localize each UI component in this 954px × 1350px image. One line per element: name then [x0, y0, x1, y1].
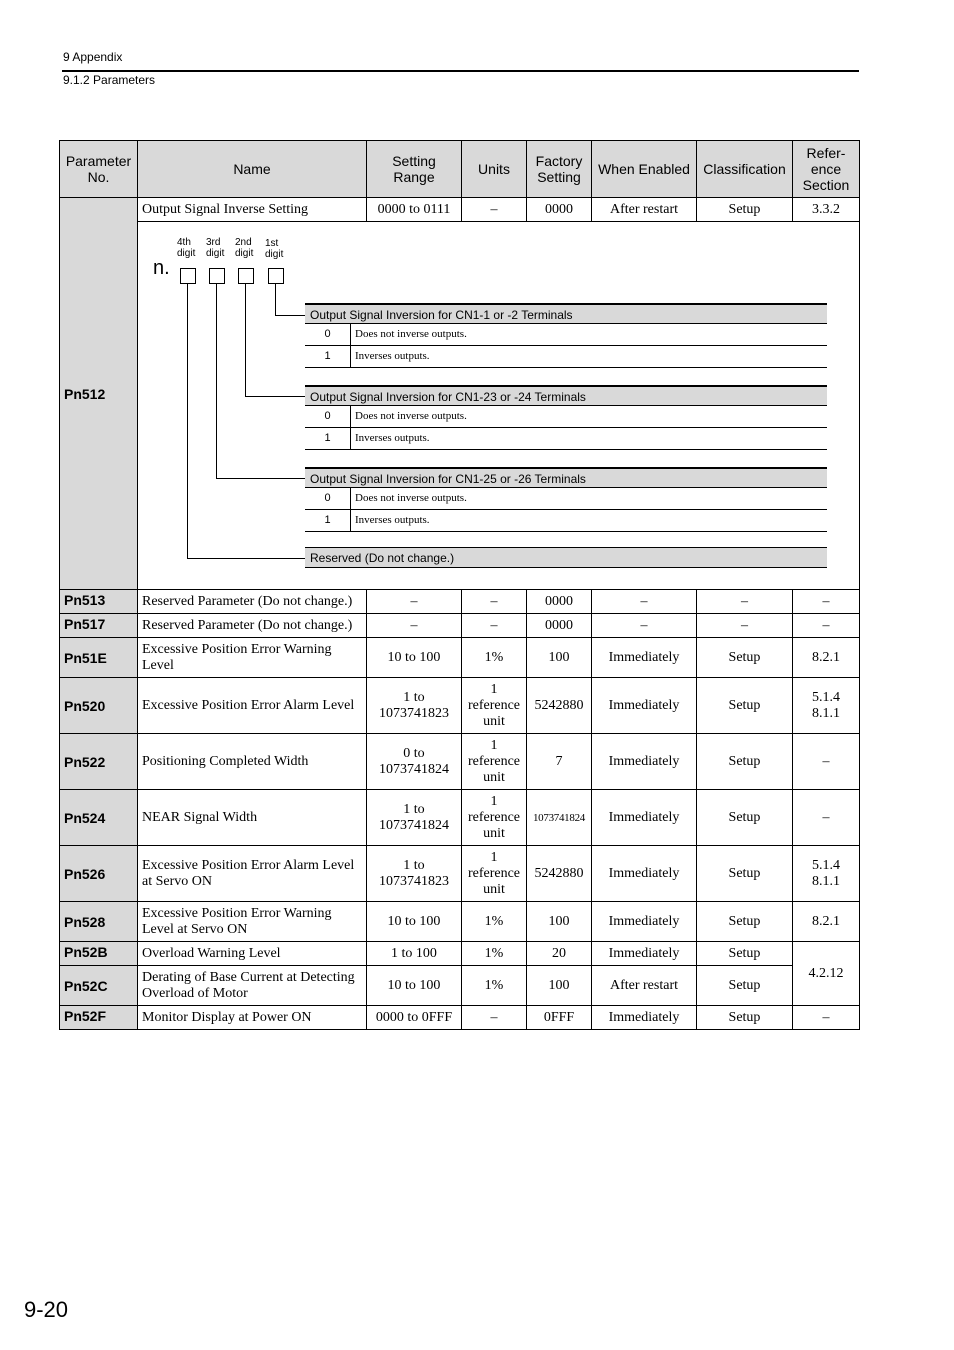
param-ref: 5.1.4 8.1.1 [793, 678, 860, 734]
col-header-classification: Classification [697, 141, 793, 198]
col-header-units: Units [462, 141, 527, 198]
param-class: Setup [697, 846, 793, 902]
table-row [60, 942, 860, 966]
param-name: Monitor Display at Power ON [138, 1006, 367, 1030]
setting-group-title: Output Signal Inversion for CN1-1 or -2 Terminals [305, 303, 827, 324]
digit-box-2nd [238, 268, 254, 284]
param-no: Pn51E [60, 638, 138, 678]
connector-2nd [245, 284, 246, 397]
param-units: – [462, 198, 527, 222]
table-row [60, 590, 860, 614]
param-range: 10 to 100 [367, 966, 462, 1006]
connector-2nd-h [245, 396, 305, 397]
table-row [60, 614, 860, 638]
param-ref: – [793, 1006, 860, 1030]
option-description: Inverses outputs. [355, 432, 430, 444]
param-name: Derating of Base Current at Detecting Overload of Motor [138, 966, 367, 1006]
param-class: Setup [697, 638, 793, 678]
param-class: Setup [697, 966, 793, 1006]
col-header-name: Name [138, 141, 367, 198]
section-heading: 9.1.2 Parameters [63, 73, 156, 87]
param-factory: 20 [527, 942, 592, 966]
table-row [60, 966, 860, 1006]
param-name: Positioning Completed Width [138, 734, 367, 790]
col-header-factory-setting: Factory Setting [527, 141, 592, 198]
param-factory: 0000 [527, 198, 592, 222]
setting-group-4th-digit [305, 547, 827, 568]
param-name: Excessive Position Error Warning Level at Servo ON [138, 902, 367, 942]
param-when: Immediately [592, 942, 697, 966]
param-range: 0000 to 0111 [367, 198, 462, 222]
parameters-table [59, 140, 860, 1030]
param-units: 1 reference unit [462, 790, 527, 846]
param-name: Excessive Position Error Alarm Level at Servo ON [138, 846, 367, 902]
param-factory: 1073741824 [527, 790, 592, 846]
param-range: 1 to 1073741823 [367, 846, 462, 902]
option-value: 0 [305, 324, 351, 345]
param-range: 0000 to 0FFF [367, 1006, 462, 1030]
param-when: Immediately [592, 790, 697, 846]
param-class: – [697, 590, 793, 614]
param-class: Setup [697, 678, 793, 734]
param-no: Pn528 [60, 902, 138, 942]
param-name: Output Signal Inverse Setting [138, 198, 367, 222]
digit-diagram [138, 222, 859, 589]
param-name: Reserved Parameter (Do not change.) [138, 590, 367, 614]
digit-diagram-cell [138, 222, 860, 590]
option-value: 1 [305, 346, 351, 367]
param-ref: – [793, 734, 860, 790]
connector-3rd-h [216, 478, 305, 479]
connector-3rd [216, 284, 217, 479]
param-when: – [592, 614, 697, 638]
param-when: Immediately [592, 638, 697, 678]
param-no: Pn517 [60, 614, 138, 638]
setting-group-1st-digit [305, 303, 827, 368]
param-units: 1% [462, 638, 527, 678]
setting-option-row [305, 406, 827, 428]
param-range: 10 to 100 [367, 638, 462, 678]
setting-group-title: Output Signal Inversion for CN1-23 or -24 Terminals [305, 385, 827, 406]
header-rule [62, 70, 859, 72]
setting-option-row [305, 510, 827, 532]
connector-4th-h [187, 558, 305, 559]
table-row [60, 790, 860, 846]
param-units: 1% [462, 942, 527, 966]
col-header-when-enabled: When Enabled [592, 141, 697, 198]
option-description: Inverses outputs. [355, 350, 430, 362]
setting-option-row [305, 488, 827, 510]
digit-box-1st [268, 268, 284, 284]
param-when: After restart [592, 198, 697, 222]
param-units: – [462, 614, 527, 638]
param-class: Setup [697, 1006, 793, 1030]
param-factory: 100 [527, 902, 592, 942]
reserved-title: Reserved (Do not change.) [305, 547, 827, 568]
param-range: 10 to 100 [367, 902, 462, 942]
option-value: 0 [305, 406, 351, 427]
option-value: 1 [305, 428, 351, 449]
table-row [60, 638, 860, 678]
digit-box-4th [180, 268, 196, 284]
param-range: – [367, 614, 462, 638]
param-factory: 5242880 [527, 678, 592, 734]
option-description: Does not inverse outputs. [355, 410, 467, 422]
n-prefix: n. [153, 257, 170, 279]
option-description: Does not inverse outputs. [355, 492, 467, 504]
param-no: Pn52B [60, 942, 138, 966]
col-header-parameter-no: Parameter No. [60, 141, 138, 198]
param-ref: 5.1.4 8.1.1 [793, 846, 860, 902]
param-ref: – [793, 790, 860, 846]
param-ref: – [793, 590, 860, 614]
digit-label-4th: 4th digit [177, 237, 196, 259]
digit-label-1st: 1st digit [265, 238, 284, 260]
option-value: 0 [305, 488, 351, 509]
setting-option-row [305, 324, 827, 346]
digit-box-3rd [209, 268, 225, 284]
param-range: 1 to 1073741824 [367, 790, 462, 846]
param-when: Immediately [592, 1006, 697, 1030]
connector-1st-h [275, 315, 305, 316]
table-row [60, 678, 860, 734]
param-name: Overload Warning Level [138, 942, 367, 966]
param-no: Pn512 [60, 198, 138, 590]
param-when: Immediately [592, 734, 697, 790]
param-no: Pn513 [60, 590, 138, 614]
param-ref: 8.2.1 [793, 902, 860, 942]
param-ref: 8.2.1 [793, 638, 860, 678]
param-no: Pn52C [60, 966, 138, 1006]
param-units: 1% [462, 966, 527, 1006]
param-class: Setup [697, 734, 793, 790]
param-factory: 0FFF [527, 1006, 592, 1030]
param-factory: 100 [527, 966, 592, 1006]
param-when: After restart [592, 966, 697, 1006]
param-units: 1 reference unit [462, 678, 527, 734]
setting-group-title: Output Signal Inversion for CN1-25 or -26 Terminals [305, 467, 827, 488]
param-units: 1 reference unit [462, 846, 527, 902]
option-value: 1 [305, 510, 351, 531]
setting-option-row [305, 346, 827, 368]
param-name: Excessive Position Error Alarm Level [138, 678, 367, 734]
param-range: – [367, 590, 462, 614]
param-when: Immediately [592, 846, 697, 902]
param-class: Setup [697, 198, 793, 222]
col-header-reference-section: Refer- ence Section [793, 141, 860, 198]
table-header-row [60, 141, 860, 198]
param-no: Pn52F [60, 1006, 138, 1030]
param-no: Pn526 [60, 846, 138, 902]
table-row [60, 902, 860, 942]
param-range: 1 to 100 [367, 942, 462, 966]
param-name: NEAR Signal Width [138, 790, 367, 846]
param-no: Pn520 [60, 678, 138, 734]
param-no: Pn524 [60, 790, 138, 846]
param-units: – [462, 1006, 527, 1030]
setting-option-row [305, 428, 827, 450]
param-range: 0 to 1073741824 [367, 734, 462, 790]
table-row [60, 734, 860, 790]
param-factory: 5242880 [527, 846, 592, 902]
param-class: Setup [697, 790, 793, 846]
param-factory: 0000 [527, 614, 592, 638]
param-units: 1% [462, 902, 527, 942]
digit-label-3rd: 3rd digit [206, 237, 225, 259]
param-units: – [462, 590, 527, 614]
param-units: 1 reference unit [462, 734, 527, 790]
table-row [60, 1006, 860, 1030]
param-class: – [697, 614, 793, 638]
param-class: Setup [697, 902, 793, 942]
param-class: Setup [697, 942, 793, 966]
chapter-heading: 9 Appendix [63, 50, 123, 64]
param-ref: 4.2.12 [793, 942, 860, 1006]
table-row-pn512 [60, 198, 860, 222]
param-name: Reserved Parameter (Do not change.) [138, 614, 367, 638]
param-ref: 3.3.2 [793, 198, 860, 222]
setting-group-3rd-digit [305, 467, 827, 532]
table-row [60, 846, 860, 902]
param-when: – [592, 590, 697, 614]
page-number: 9-20 [24, 1297, 69, 1322]
digit-label-2nd: 2nd digit [235, 237, 254, 259]
option-description: Inverses outputs. [355, 514, 430, 526]
connector-4th [187, 284, 188, 559]
connector-1st [275, 284, 276, 316]
param-name: Excessive Position Error Warning Level [138, 638, 367, 678]
table-row-pn512-diagram [60, 222, 860, 590]
param-ref: – [793, 614, 860, 638]
param-no: Pn522 [60, 734, 138, 790]
param-range: 1 to 1073741823 [367, 678, 462, 734]
param-factory: 7 [527, 734, 592, 790]
col-header-setting-range: Setting Range [367, 141, 462, 198]
param-when: Immediately [592, 902, 697, 942]
param-factory: 0000 [527, 590, 592, 614]
param-factory: 100 [527, 638, 592, 678]
option-description: Does not inverse outputs. [355, 328, 467, 340]
param-when: Immediately [592, 678, 697, 734]
setting-group-2nd-digit [305, 385, 827, 450]
